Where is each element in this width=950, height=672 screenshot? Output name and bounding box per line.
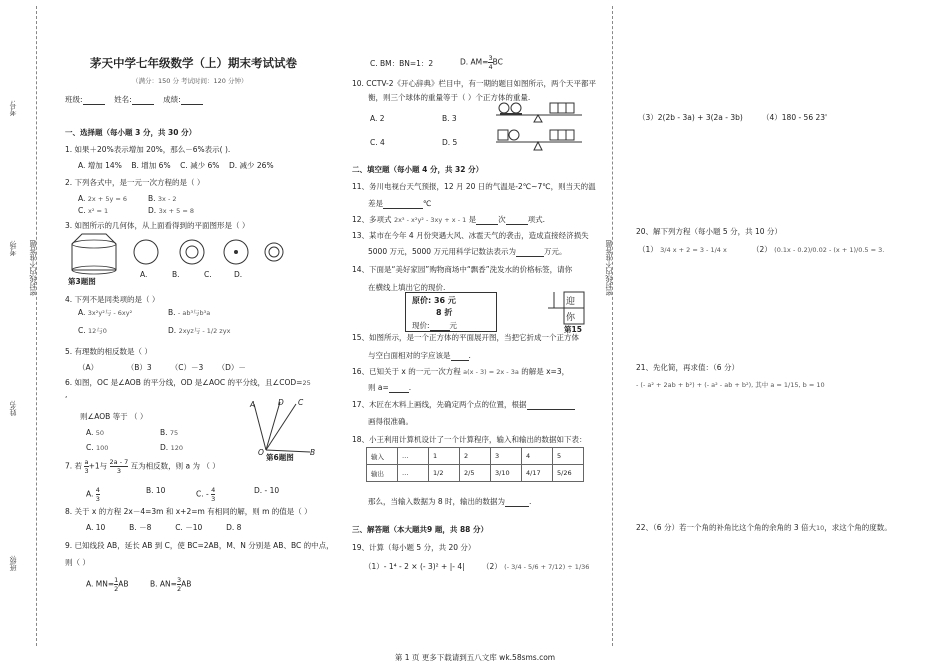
net-char-ni: 你 (566, 313, 576, 323)
label-c: C (298, 398, 304, 407)
q9-stem-b: 则（ ） (65, 558, 90, 567)
exam-meta: （满分：150 分 考试时间：120 分钟） (132, 77, 248, 85)
q5-option-a[interactable]: （A） (78, 363, 99, 372)
price-original: 原价: 36 元 (412, 296, 456, 305)
q6-option-a[interactable]: A. 50 (86, 428, 105, 437)
input-cell: 2 (460, 448, 491, 465)
q4-stem: 4. 下列不是同类项的是（ ） (65, 295, 160, 304)
q15-answer-line: 与空白面相对的字应该是 . (368, 351, 471, 360)
class-label: 班级: (9, 555, 17, 572)
q8-stem: 8. 关于 x 的方程 2x－4=3m 和 x+2=m 有相同的解，则 m 的值是（ ） (65, 507, 312, 516)
q6-figure-caption: 第6题图 (266, 453, 294, 462)
q4-option-d[interactable]: D. 2xyz与 - 1/2 zyx (168, 326, 231, 335)
q9-option-d[interactable]: D. AM= $\frac{3}{4}$ BC (460, 54, 503, 71)
q18-answer-line: 那么，当输入数据为 8 时，输出的数据为 . (368, 497, 532, 506)
seal-text-right: 密封线内不准答题 (605, 240, 613, 296)
q16-answer-line: 则 a= . (368, 383, 412, 392)
option-d-shape (265, 243, 283, 261)
q8-option-c[interactable]: C. －10 (175, 523, 203, 532)
q8-option-a[interactable]: A. 10 (86, 523, 106, 532)
q12-blank-1[interactable] (476, 216, 498, 225)
q18-stem: 18、小王利用计算机设计了一个计算程序，输入和输出的数据如下表： (352, 435, 587, 444)
q18-blank[interactable] (505, 498, 529, 507)
kaochang-label: 考场: (9, 240, 17, 257)
io-table (366, 447, 584, 482)
kaohao-label: 考号: (9, 100, 17, 117)
seal-line-left (36, 6, 37, 646)
q11-stem: 11、务川电视台天气预报，12 月 20 日的气温是-2℃~7℃，则当天的温 (352, 182, 596, 191)
q21-stem: 21、先化简，再求值：（6 分） (636, 363, 739, 372)
q9-stem: 9. 已知线段 AB，延长 AB 到 C，使 BC=2AB，M、N 分别是 AB、BC 的中点， (65, 541, 334, 550)
q3-option-d[interactable]: D. (234, 270, 243, 279)
q10-stem: 10. CCTV-2《开心辞典》栏目中，有一期的题目如图所示，两个天平都平 (352, 79, 597, 88)
q12-stem: 12、多项式 2x³ - x²y² - 3xy + x - 1 是 次 项式. (352, 215, 546, 224)
q1-stem: 1. 如果＋20%表示增加 20%，那么－6%表示( ). (65, 145, 231, 154)
class-blank[interactable] (83, 96, 105, 105)
class-field-label: 班级: (65, 95, 83, 104)
table-row (367, 448, 584, 465)
q3-option-a[interactable]: A. (140, 270, 148, 279)
option-b-shape (180, 240, 204, 264)
q3-stem: 3. 如图所示的几何体，从上面看得到的平面图形是（ ） (65, 221, 250, 230)
q6-stem-b: 则∠AOB 等于 （ ） (80, 412, 148, 421)
q8-option-d[interactable]: D. 8 (226, 523, 242, 532)
cylinder-figure (72, 234, 116, 274)
q22-stem: 22、（6 分）若一个角的补角比这个角的余角的 3 倍大10，求这个角的度数。 (636, 523, 892, 532)
q5-option-d[interactable]: （D）－ (217, 363, 246, 372)
q10-option-d[interactable]: D. 5 (442, 138, 458, 147)
q15-figure-caption: 第15 (564, 325, 582, 334)
q13-stem: 13、某市在今年 4 月份突遇大风、冰雹天气的袭击，造成直接经济损失 (352, 231, 589, 240)
price-discount: 8 折 (436, 308, 453, 317)
q2-option-d[interactable]: D. 3x + 5 = 8 (148, 206, 194, 215)
q2-option-c[interactable]: C. x² = 1 (78, 206, 109, 215)
label-d: D (278, 398, 284, 407)
q20-stem: 20、解下列方程（每小题 5 分，共 10 分） (636, 227, 782, 236)
q16-stem: 16、已知关于 x 的一元一次方程 a(x - 3) = 2x - 3a 的解是 x=3， (352, 367, 570, 376)
section-2-heading: 二、填空题（每小题 4 分，共 32 分） (352, 165, 484, 174)
seal-text-left: 密封线内不准答题 (29, 240, 37, 296)
input-cell: 5 (553, 448, 584, 465)
q6-option-b[interactable]: B. 75 (160, 428, 179, 437)
q7-option-d[interactable]: D. - 10 (254, 486, 280, 495)
q9-option-a[interactable]: A. MN= $\frac{1}{2}$ AB (86, 576, 129, 593)
q1-option-a[interactable]: A. 增加 14% (78, 161, 122, 170)
output-cell: 4/17 (522, 465, 553, 482)
q3-option-b[interactable]: B. (172, 270, 180, 279)
name-label: 姓名: (9, 400, 17, 417)
output-cell: 1/2 (429, 465, 460, 482)
q19-part-3: （3）2(2b - 3a) + 3(2a - 3b) (638, 113, 743, 122)
price-tag-box (405, 292, 497, 332)
q3-option-c[interactable]: C. (204, 270, 212, 279)
q10-option-a[interactable]: A. 2 (370, 114, 385, 123)
output-cell: 3/10 (491, 465, 522, 482)
q20-part-2: （2） (0.1x - 0.2)/0.02 - (x + 1)/0.5 = 3. (752, 245, 885, 254)
page-title: 茅天中学七年级数学（上）期末考试试卷 (90, 56, 297, 70)
q11-answer-line: 差是 ℃ (368, 199, 432, 208)
q4-option-c[interactable]: C. 12与0 (78, 326, 107, 335)
q5-option-c[interactable]: （C）－3 (170, 363, 204, 372)
q5-options (78, 362, 246, 373)
option-a-shape (134, 240, 158, 264)
q7-option-a[interactable]: A. $\frac{4}{3}$ (86, 486, 100, 503)
q9-option-c[interactable]: C. BM：BN=1：2 (370, 59, 434, 68)
score-blank[interactable] (181, 96, 203, 105)
q14-stem-b: 在横线上填出它的现价. (368, 283, 446, 292)
q10-balance-figure (492, 100, 588, 156)
input-cell: 3 (491, 448, 522, 465)
page-footer: 第 1 页 更多下载请到五八文库 wk.58sms.com (394, 653, 556, 662)
q20-part-1: （1） 3/4 x + 2 = 3 - 1/4 x (638, 245, 727, 254)
q14-blank[interactable] (430, 322, 450, 331)
input-cell: 4 (522, 448, 553, 465)
q5-stem: 5. 有理数的相反数是（ ） (65, 347, 152, 356)
price-now: 现价: 元 (412, 321, 458, 330)
q1-option-c[interactable]: C. 减少 6% (180, 161, 220, 170)
q4-option-a[interactable]: A. 3x²y²与 - 6xy² (78, 308, 133, 317)
q13-blank[interactable] (516, 248, 544, 257)
q2-option-a[interactable]: A. 2x + 5y = 6 (78, 194, 128, 203)
label-o: O (258, 448, 264, 457)
q13-answer-line: 5000 万元，5000 万元用科学记数法表示为 万元。 (368, 247, 567, 256)
q7-option-b[interactable]: B. 10 (146, 486, 166, 495)
q1-options (78, 160, 274, 171)
q6-option-c[interactable]: C. 100 (86, 443, 109, 452)
q17-stem-b: 画得很准确。 (368, 417, 413, 426)
output-cell: … (398, 465, 429, 482)
q11-blank[interactable] (383, 200, 423, 209)
q8-option-b[interactable]: B. －8 (129, 523, 152, 532)
q4-option-b[interactable]: B. - ab³与b³a (168, 308, 211, 317)
q16-blank[interactable] (389, 384, 409, 393)
q19-part-2: （2） (- 3/4 - 5/6 + 7/12) ÷ 1/36 (482, 562, 590, 571)
q7-stem: 7. 若 $\frac{a}{3}$ +1与 $\frac{2a - 7}{3}$ 互为相反数，则 a 为 （ ） (65, 458, 220, 475)
q2-option-b[interactable]: B. 3x - 2 (148, 194, 177, 203)
q17-blank[interactable] (527, 401, 575, 410)
table-row (367, 465, 584, 482)
q7-option-c[interactable]: C. - $\frac{4}{3}$ (196, 486, 216, 503)
table-header-input: 输入 (367, 448, 398, 465)
q21-expression: - (- a² + 2ab + b²) + (- a² - ab + b²), 其中 a = 1/15, b = 10 (636, 381, 825, 389)
q15-stem: 15、如图所示，是一个正方体的平面展开图，当把它折成一个正方体 (352, 333, 580, 342)
q10-stem-b: 衡，则三个球体的重量等于（ ）个正方体的重量. (368, 93, 531, 102)
q10-option-b[interactable]: B. 3 (442, 114, 457, 123)
input-cell: … (398, 448, 429, 465)
net-char-ying: 迎 (566, 297, 576, 307)
q3-figure-caption: 第3题图 (68, 277, 96, 286)
q19-part-1: （1）- 1⁴ - 2 × (- 3)² + |- 4| (364, 562, 465, 571)
name-field-label: 姓名: (114, 95, 132, 104)
name-blank[interactable] (132, 96, 154, 105)
q8-options (86, 522, 241, 533)
q12-blank-2[interactable] (506, 216, 528, 225)
q15-blank[interactable] (451, 352, 469, 361)
q1-option-d[interactable]: D. 减少 26% (228, 161, 274, 170)
q1-option-b[interactable]: B. 增加 6% (131, 161, 171, 170)
output-cell: 2/5 (460, 465, 491, 482)
seal-line-right (612, 6, 613, 646)
q19-stem: 19、计算（每小题 5 分，共 20 分） (352, 543, 476, 552)
q14-stem: 14、下面是“美好家园”购物商场中“飘香”洗发水的价格标签，请你 (352, 265, 573, 274)
section-3-heading: 三、解答题（本大题共9 题，共 88 分） (352, 525, 488, 534)
label-b: B (310, 448, 316, 457)
section-1-heading: 一、选择题（每小题 3 分，共 30 分） (65, 128, 197, 137)
input-cell: 1 (429, 448, 460, 465)
q9-option-b[interactable]: B. AN= $\frac{3}{2}$ AB (150, 576, 192, 593)
q6-option-d[interactable]: D. 120 (160, 443, 183, 452)
q10-option-c[interactable]: C. 4 (370, 138, 385, 147)
label-a: A (250, 400, 256, 409)
output-cell: 5/26 (553, 465, 584, 482)
q2-stem: 2. 下列各式中，是一元一次方程的是（ ） (65, 178, 205, 187)
table-header-output: 输出 (367, 465, 398, 482)
score-field-label: 成绩: (163, 95, 181, 104)
student-fields (65, 94, 203, 105)
q19-part-4: （4）180 - 56 23' (762, 113, 828, 122)
q17-stem: 17、木匠在木料上画线，先确定两个点的位置，根据 (352, 399, 575, 410)
q5-option-b[interactable]: （B）3 (126, 363, 152, 372)
q6-stem: 6. 如图，OC 是∠AOB 的平分线，OD 是∠AOC 的平分线，且∠COD=25 (65, 378, 311, 387)
